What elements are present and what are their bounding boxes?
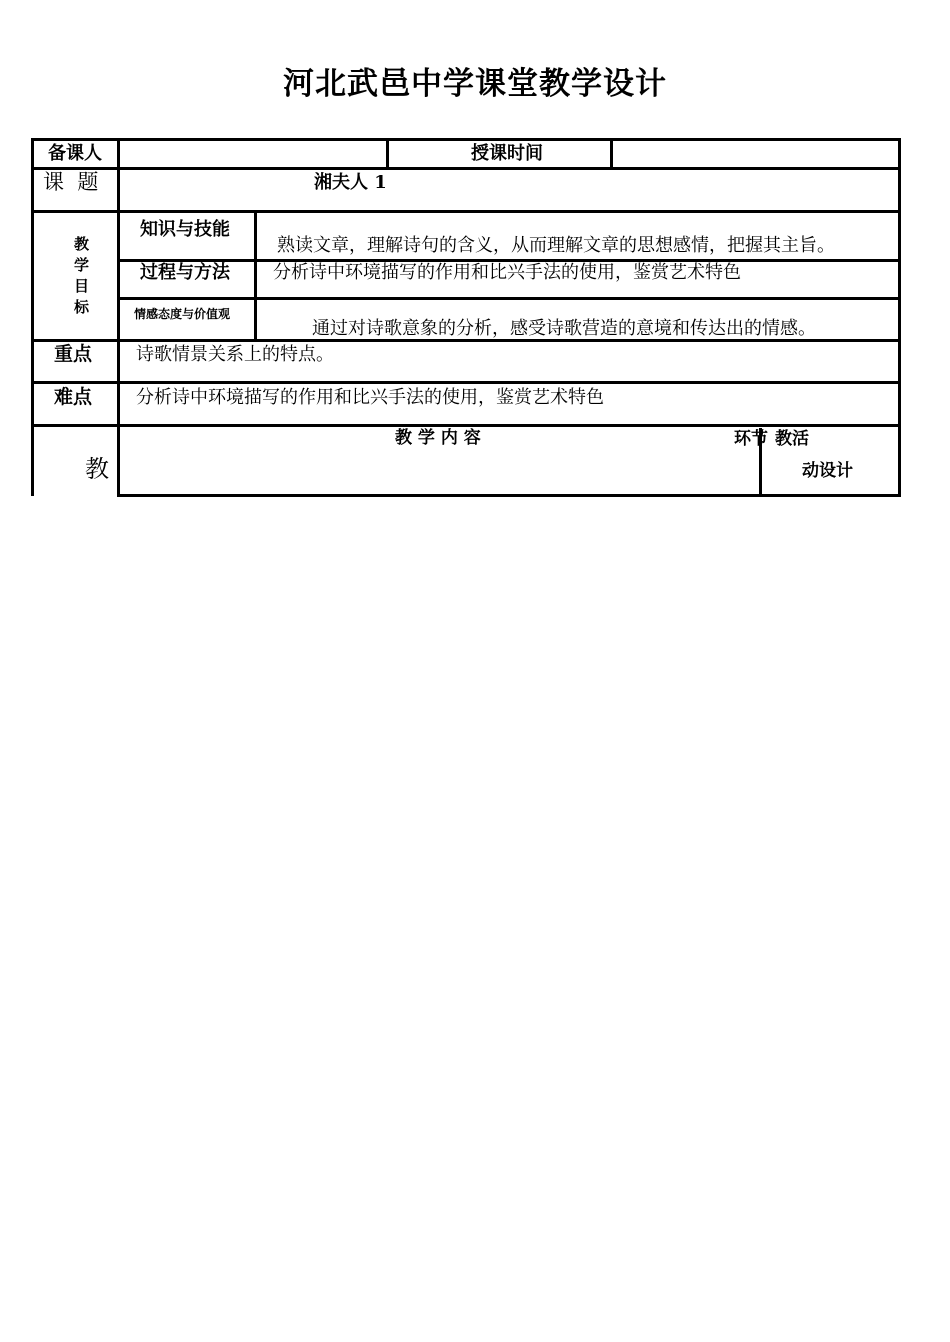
difficult-point-label: 难点 [54,386,93,408]
knowledge-skills-text: 熟读文章，理解诗句的含义，从而理解文章的思想感情，把握其主旨。 [277,235,835,256]
teaching-row-label: 教 [85,455,109,483]
activity-header-part-b: 教活 [775,429,809,449]
key-point-label: 重点 [54,343,93,365]
teaching-time-label: 授课时间 [471,143,543,164]
objectives-group-char-3: 目 [74,277,90,295]
row-divider-2 [31,210,901,213]
topic-value: 湘夫人 1 [314,172,387,193]
attitude-values-text: 通过对诗歌意象的分析，感受诗歌营造的意境和传达出的情感。 [312,318,816,339]
row-divider-1 [31,167,901,170]
table-border-top [31,138,901,141]
objectives-group-char-1: 教 [74,235,90,253]
activity-header-line-2: 动设计 [802,461,853,481]
row-divider-6 [31,381,901,384]
row-divider-5 [31,339,901,342]
knowledge-skills-label: 知识与技能 [140,219,230,240]
objectives-group-char-2: 学 [74,256,90,274]
table-border-left [31,138,34,496]
document-title: 河北武邑中学课堂教学设计 [283,66,667,102]
row-divider-7 [31,424,901,427]
table-border-right [898,138,901,497]
attitude-values-label: 情感态度与价值观 [134,307,231,321]
teaching-content-header: 教 学 内 容 [395,428,481,448]
label-column-divider [117,138,120,497]
objective-label-divider [254,210,257,342]
activity-header-part-a: 环节 [734,429,768,449]
objectives-group-char-4: 标 [74,298,90,316]
difficult-point-text: 分析诗中环境描写的作用和比兴手法的使用，鉴赏艺术特色 [136,387,604,408]
header-divider-b [610,138,613,170]
key-point-text: 诗歌情景关系上的特点。 [136,344,334,365]
topic-label: 课 题 [43,170,99,194]
row-divider-4 [118,297,901,300]
header-divider-a [386,138,389,170]
table-border-bottom [118,494,901,497]
process-methods-label: 过程与方法 [140,262,230,283]
preparer-label: 备课人 [48,143,102,164]
process-methods-text: 分析诗中环境描写的作用和比兴手法的使用，鉴赏艺术特色 [273,262,741,283]
